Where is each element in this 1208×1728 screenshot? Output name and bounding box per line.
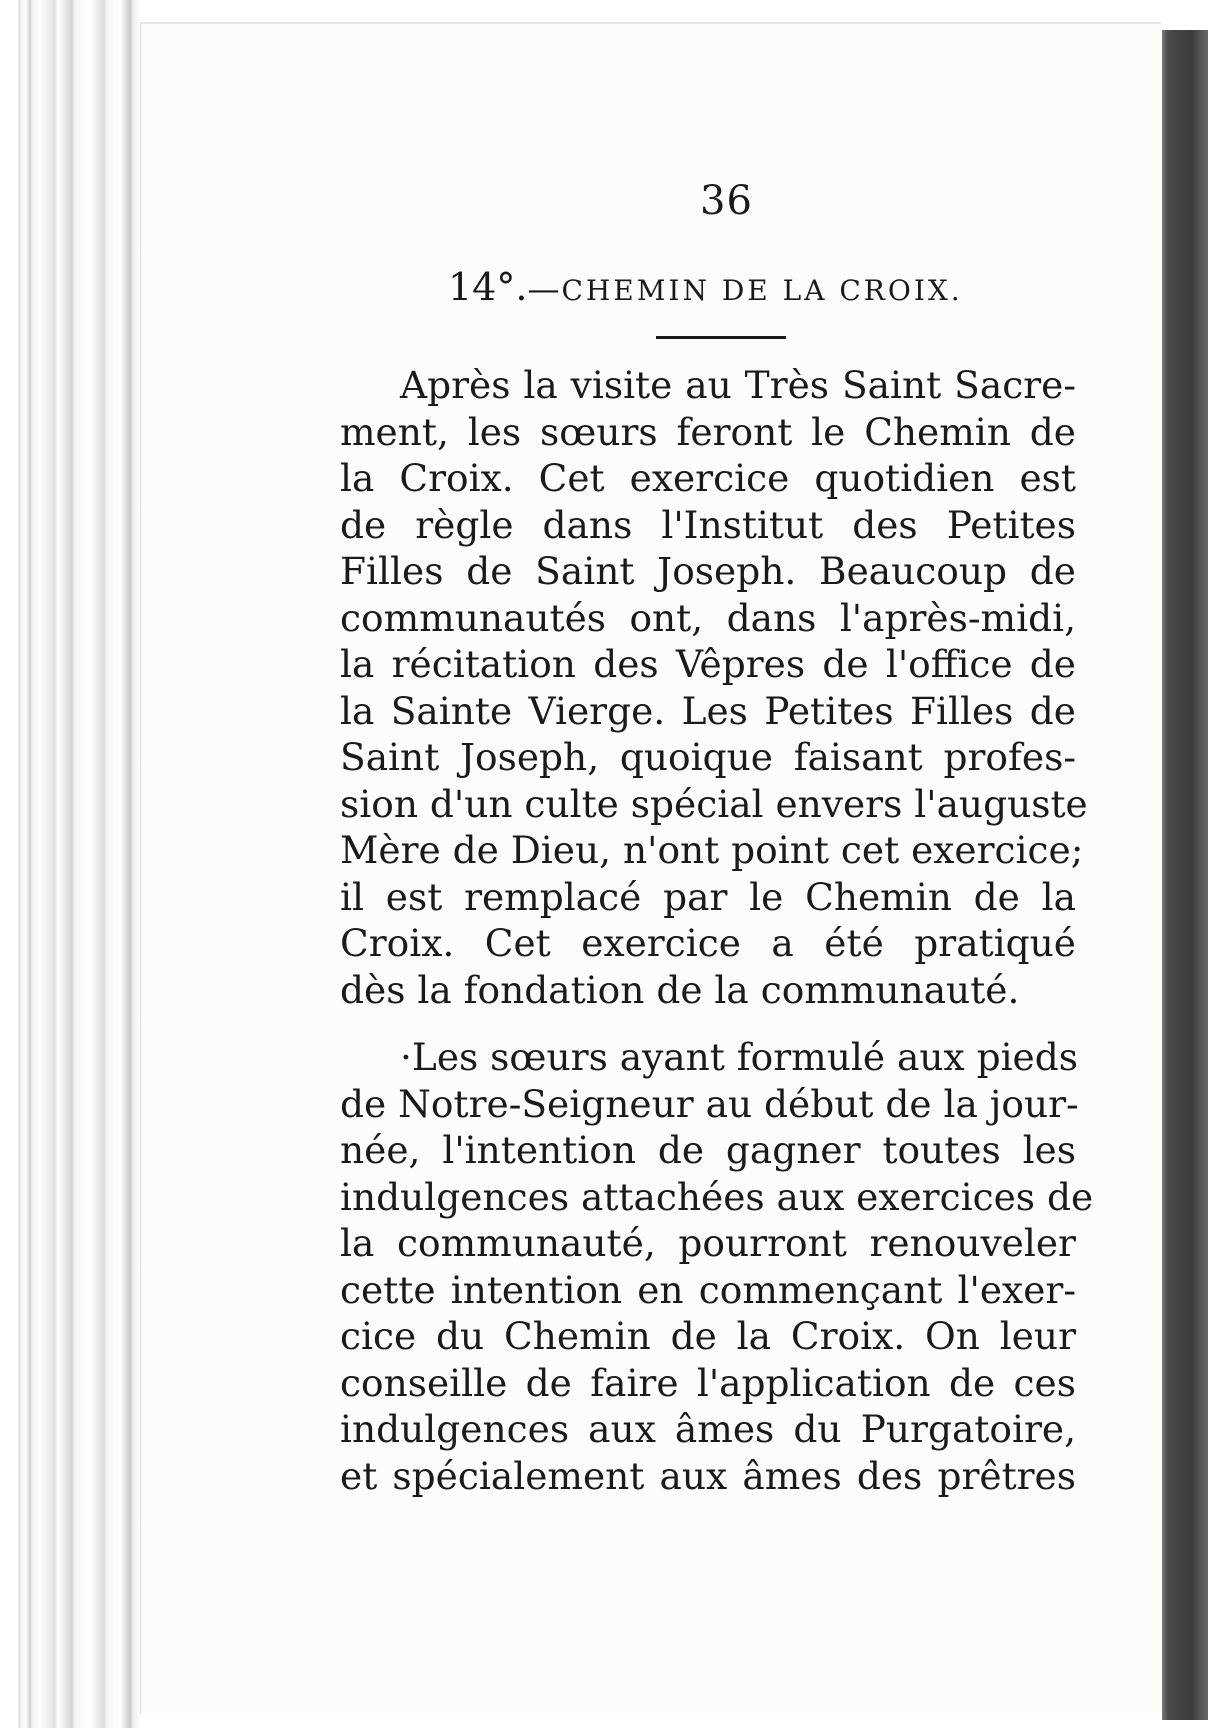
text-line: la Croix. Cet exercice quotidien est [340,456,1076,500]
text-line: sion d'un culte spécial envers l'auguste [340,781,1088,826]
section-title: CHEMIN DE LA CROIX. [561,274,963,307]
background-corner [1162,0,1208,30]
text-line: indulgences attachées aux exercices de [340,1174,1094,1219]
text-line: Saint Joseph, quoique faisant profes- [340,735,1076,779]
heading-dash: — [527,270,562,308]
section-heading [448,265,963,309]
text-line: ·Les sœurs ayant formulé aux pieds [400,1035,1079,1079]
text-line: communautés ont, dans l'après-midi, [340,595,1076,640]
text-line: indulgences aux âmes du Purgatoire, [340,1407,1076,1451]
book-cover-edge [1162,30,1208,1720]
page-number: 36 [700,178,753,224]
text-line: cette intention en commençant l'exer- [340,1267,1076,1312]
heading-rule [656,336,786,339]
text-line: la communauté, pourront renouveler [340,1221,1076,1265]
text-line: Après la visite au Très Saint Sacre- [400,363,1076,407]
text-line: et spécialement aux âmes des prêtres [340,1453,1076,1498]
text-line: conseille de faire l'application de ces [340,1360,1076,1405]
text-line: la Sainte Vierge. Les Petites Filles de [340,688,1076,733]
page-edges [0,0,150,1728]
text-line: de règle dans l'Institut des Petites [340,502,1076,547]
paragraph-2 [340,1034,1094,1499]
text-line: cice du Chemin de la Croix. On leur [340,1314,1076,1358]
text-line: Mère de Dieu, n'ont point cet exercice; [340,828,1084,872]
text-line: dès la fondation de la communauté. [340,967,1020,1012]
text-line: la récitation des Vêpres de l'office de [340,642,1076,686]
section-number: 14°. [448,265,528,309]
text-line: il est remplacé par le Chemin de la [340,874,1076,919]
paragraph-1 [340,362,1088,1013]
text-line: ment, les sœurs feront le Chemin de [340,409,1076,454]
text-line: Filles de Saint Joseph. Beaucoup de [340,549,1076,593]
text-line: Croix. Cet exercice a été pratiqué [340,921,1076,965]
text-line: de Notre-Seigneur au début de la jour- [340,1081,1079,1126]
text-line: née, l'intention de gagner toutes les [340,1128,1076,1172]
